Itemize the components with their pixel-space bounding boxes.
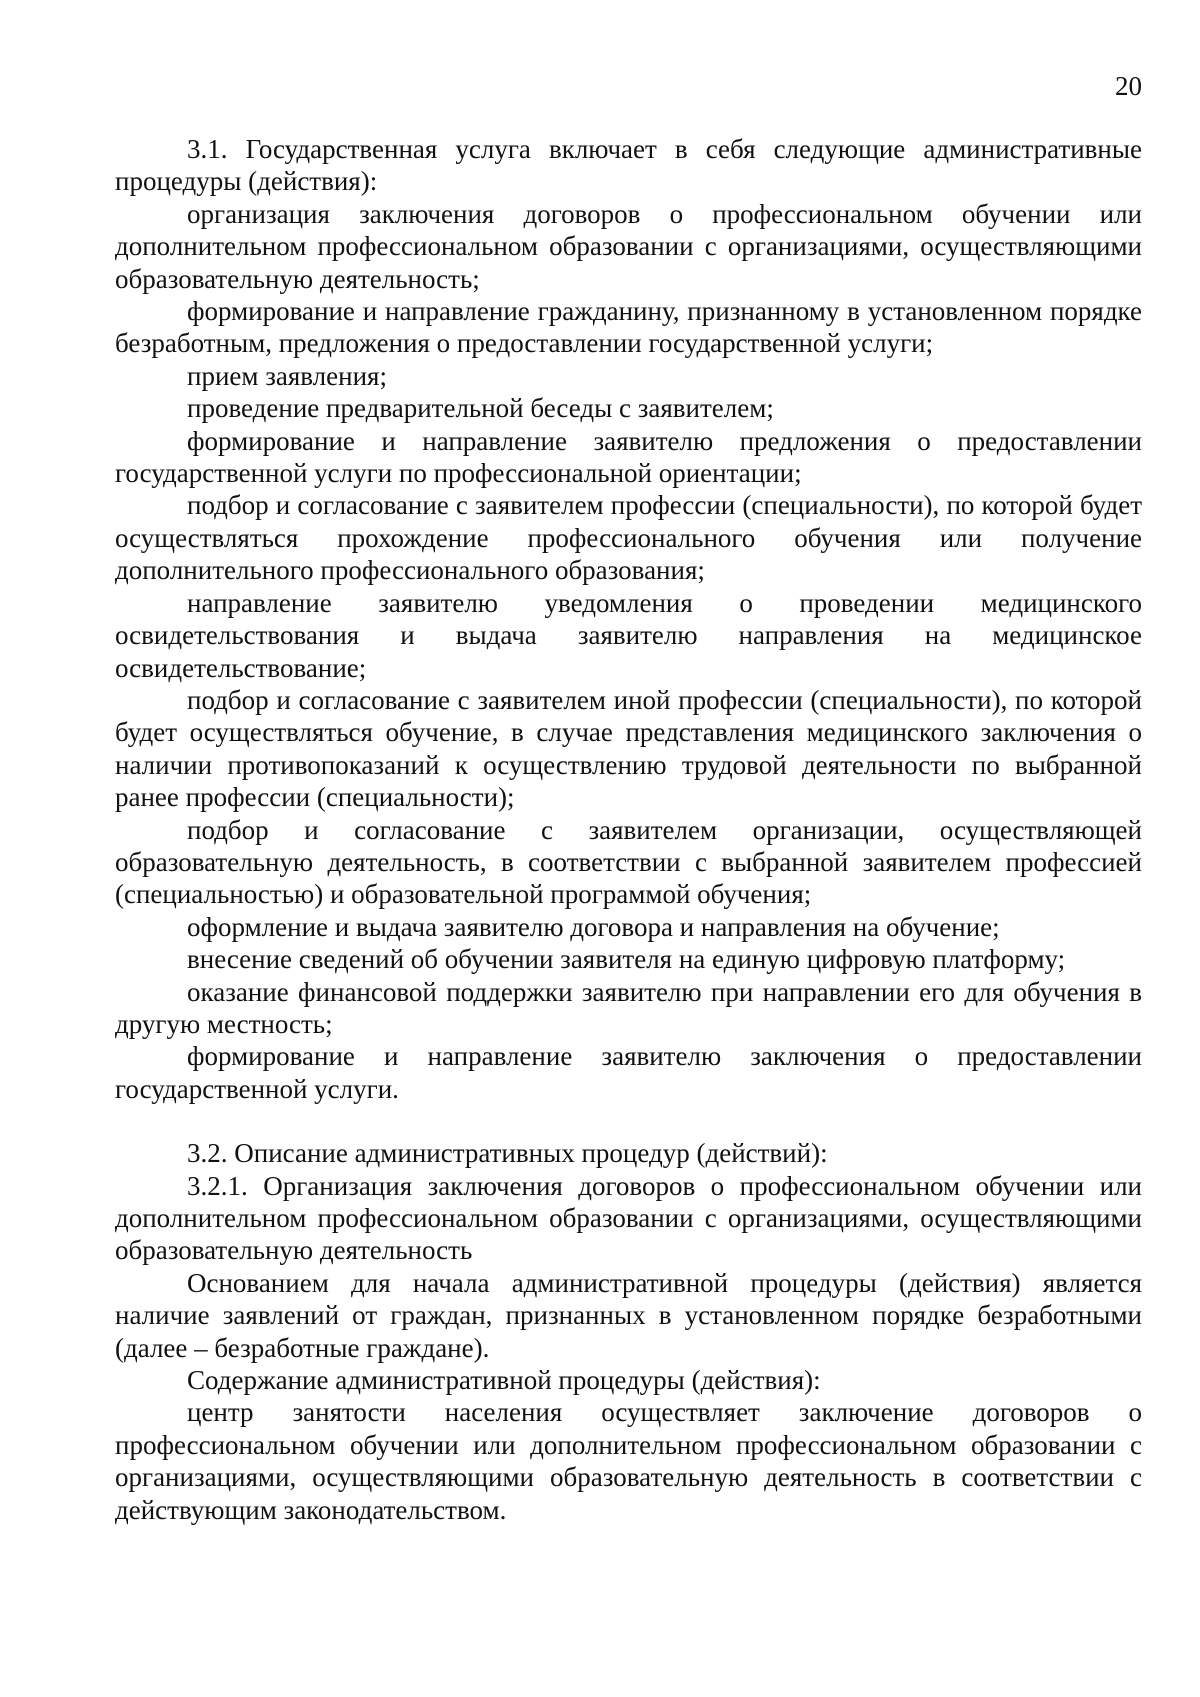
list-item: оформление и выдача заявителю договора и направления на обучение; <box>187 911 1000 942</box>
content-paragraph: центр занятости населения осуществляет заключение договоров о профессиональном обучении или дополнительном профессиональном образовании с организациями, осуществляющими образовательную деятельность в соответствии с действующим законодательством. <box>115 1397 1142 1525</box>
content-heading: Содержание административной процедуры (действия): <box>187 1365 821 1396</box>
section-gap <box>115 1105 1142 1137</box>
list-item: формирование и направление гражданину, признанному в установленном порядке безработным, предложения о предоставлении государственной услуги; <box>115 296 1142 359</box>
list-item: подбор и согласование с заявителем организации, осуществляющей образовательную деятельность, в соответствии с выбранной заявителем профессией (специальностью) и образовательной программой обучения; <box>115 814 1142 910</box>
list-item: проведение предварительной беседы с заявителем; <box>187 393 774 424</box>
list-item: организация заключения договоров о профессиональном обучении или дополнительном профессиональном образовании с организациями, осуществляющими образовательную деятельность; <box>115 198 1142 294</box>
section-3-2-heading: 3.2. Описание административных процедур (действий): <box>187 1138 828 1169</box>
list-item: подбор и согласование с заявителем профессии (специальности), по которой будет осуществляться прохождение профессионального обучения или получение дополнительного профессионального образования; <box>115 490 1142 586</box>
list-item: формирование и направление заявителю заключения о предоставлении государственной услуги. <box>115 1041 1142 1104</box>
section-3-1-intro: 3.1. Государственная услуга включает в себя следующие административные процедуры (действия): <box>115 134 1142 197</box>
list-item: оказание финансовой поддержки заявителю при направлении его для обучения в другую местность; <box>115 976 1142 1039</box>
page-number: 20 <box>1115 71 1142 101</box>
basis-paragraph: Основанием для начала административной процедуры (действия) является наличие заявлений от граждан, признанных в установленном порядке безработными (далее – безработные граждане). <box>115 1267 1142 1363</box>
document-body <box>115 133 1142 1526</box>
list-item: направление заявителю уведомления о проведении медицинского освидетельствования и выдача заявителю направления на медицинское освидетельствование; <box>115 587 1142 683</box>
list-item: внесение сведений об обучении заявителя на единую цифровую платформу; <box>187 944 1066 975</box>
list-item: подбор и согласование с заявителем иной профессии (специальности), по которой будет осуществляться обучение, в случае представления медицинского заключения о наличии противопоказаний к осуществлению трудовой деятельности по выбранной ранее профессии (специальности); <box>115 684 1142 813</box>
list-item: формирование и направление заявителю предложения о предоставлении государственной услуги по профессиональной ориентации; <box>115 425 1142 489</box>
section-3-2-1-heading: 3.2.1. Организация заключения договоров о профессиональном обучении или дополнительном профессиональном образовании с организациями, осуществляющими образовательную деятельность <box>115 1170 1142 1266</box>
list-item: прием заявления; <box>187 360 387 391</box>
